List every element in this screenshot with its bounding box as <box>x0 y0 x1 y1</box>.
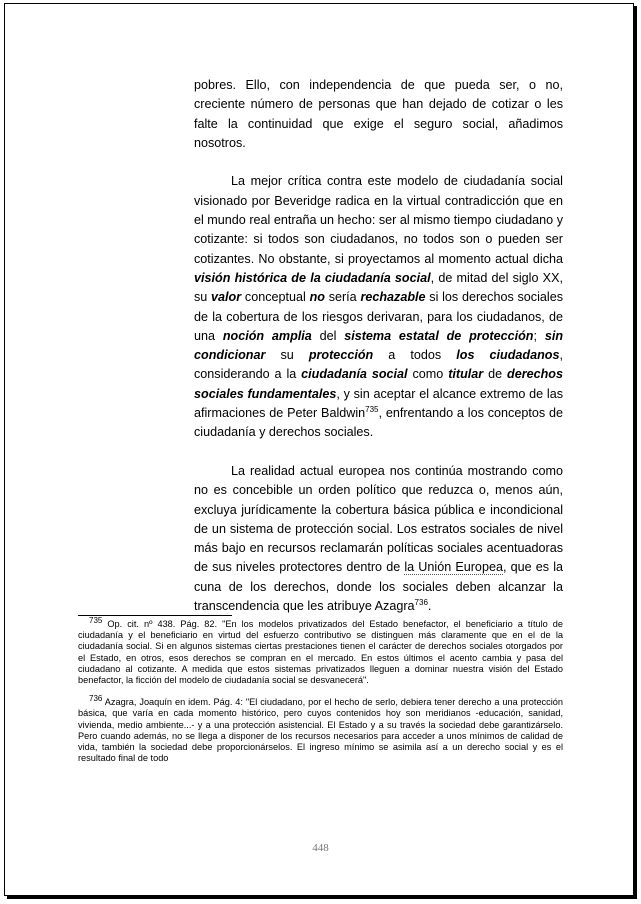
paragraph-1: pobres. Ello, con independencia de que pueda ser, o no, creciente número de personas que han dejado de cotizar o les falte la continuidad que exige el seguro social, añadimos nosotros. <box>194 78 563 150</box>
body-text <box>194 76 563 636</box>
page-number: 448 <box>312 842 329 854</box>
footnotes <box>78 615 563 775</box>
paragraph-3: La realidad actual europea nos continúa mostrando como no es concebible un orden político que reduzca o, menos aún, excluya jurídicamente la cobertura básica pública e incondicional de un sistema de protección social. Los estratos sociales de nivel más bajo en recursos reclamarán políticas sociales acentuadoras de sus niveles protectores dentro de la Unión Europea, que es la cuna de los derechos, donde los sociales deben alcanzar la transcendencia que les atribuye Azagra$^{736}$. <box>194 463 563 614</box>
footnote-735: $^{735}$ Op. cit. nº 438. Pág. 82. "En los modelos privatizados del Estado benefactor, el beneficiario a título de ciudadanía y el beneficiario en virtud del esfuerzo contributivo se distinguen más claramente que en el de la ciudadanía social. Si en algunos sistemas ciertas prestaciones tienen el carácter de derechos sociales otorgados por el Estado, en otros, esos derechos se compran en el mercado. En estos últimos el acento cambia y pasa del ciudadano al cotizante. A medida que estos sistemas privatizados lleguen a dominar nuestra visión del Estado benefactor, la ficción del modelo de ciudadanía social se desvanecerá". <box>78 615 563 686</box>
footnote-number: 736 <box>89 694 103 704</box>
footnote-number: 735 <box>89 615 103 625</box>
union-europea-term: la Unión Europea <box>404 560 503 575</box>
footnote-ref-736[interactable]: 736 <box>414 597 428 607</box>
footnote-736: $^{736}$ Azagra, Joaquín en idem. Pág. 4: "El ciudadano, por el hecho de serlo, debiera tener derecho a una protección básica, que varía en cada momento histórico, pero cuyos contenidos hoy son meridianos -educación, sanidad, vivienda, medio ambiente...- y a una protección asistencial. El Estado y a su través la sociedad debe garantizárselo. Pero cuando además, no se llega a disponer de los recursos necesarios para acceder a unos mínimos de calidad de vida, también la sociedad debe proporcionárselos. El ingreso mínimo se asimila así a un derecho social y es el resultado final de todo <box>78 694 563 764</box>
paragraph-2: La mejor crítica contra este modelo de ciudadanía social visionado por Beveridge radica en la virtual contradicción que en el mundo real entraña un hecho: ser al mismo tiempo ciudadano y cotizante: si todos son ciudadanos, no todos son o pueden ser cotizantes. No obstante, si proyectamos al momento actual dicha visión histórica de la ciudadanía social, de mitad del siglo XX, su valor conceptual no sería rechazable si los derechos sociales de la cobertura de los riesgos derivaran, para los ciudadanos, de una noción amplia del sistema estatal de protección; sin condicionar su protección a todos los ciudadanos, considerando a la ciudadanía social como titular de derechos sociales fundamentales, y sin aceptar el alcance extremo de las afirmaciones de Peter Baldwin$^{735}$, enfrentando a los conceptos de ciudadanía y derechos sociales. <box>194 174 564 440</box>
footnote-ref-735[interactable]: 735 <box>365 404 379 414</box>
